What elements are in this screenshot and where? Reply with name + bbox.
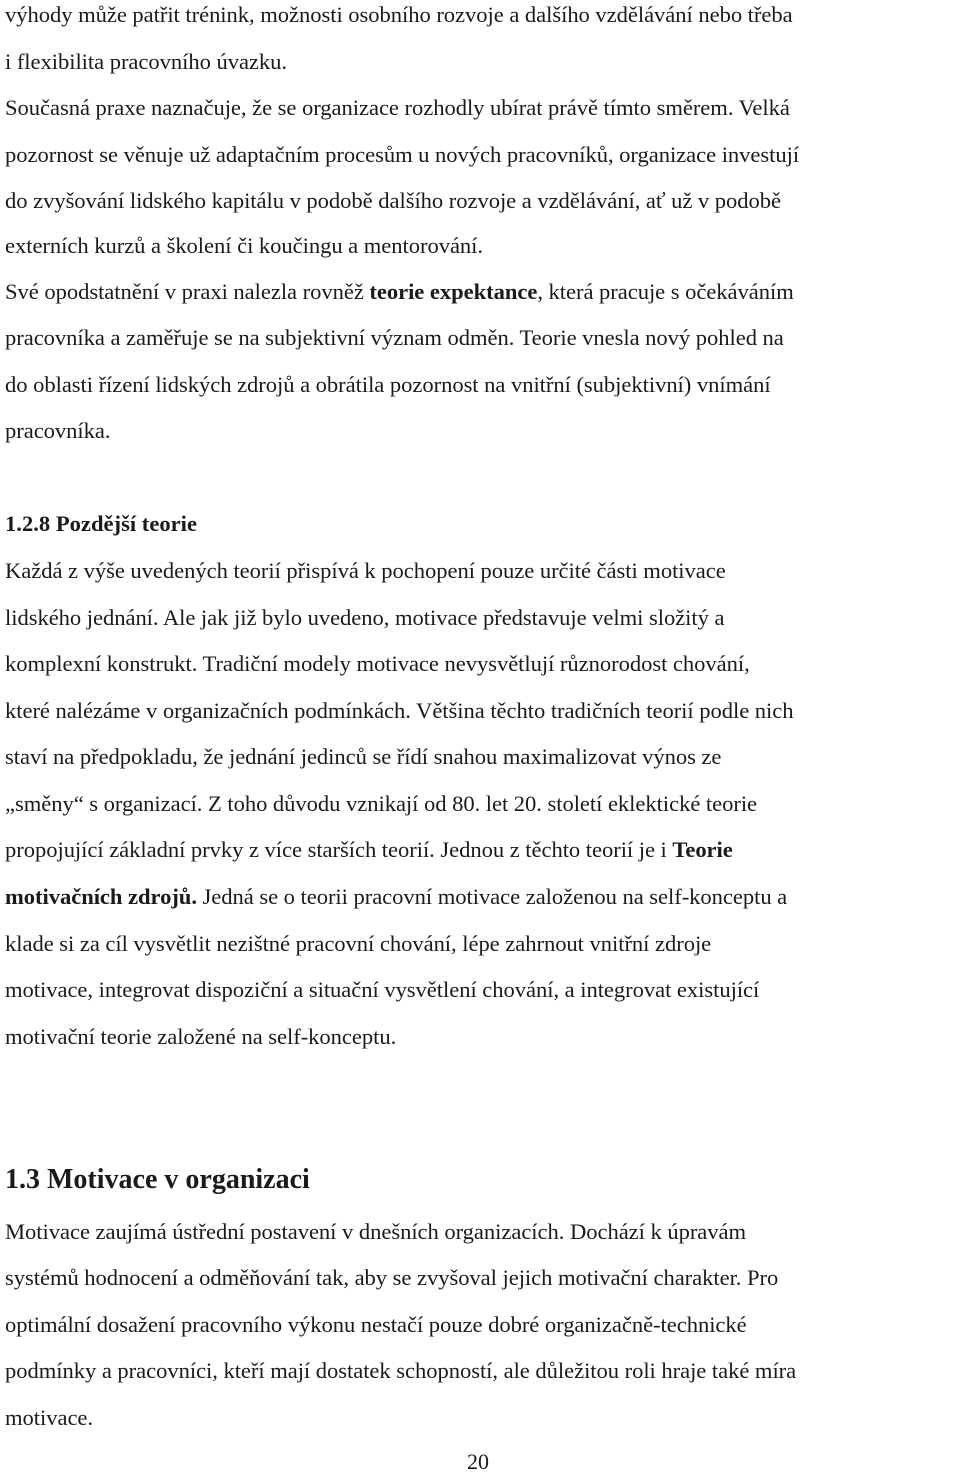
text-line xyxy=(5,882,787,912)
text-run: propojující základní prvky z více starších teorií. Jednou z těchto teorií je i xyxy=(5,837,673,862)
text-line: pracovníka a zaměřuje se na subjektivní význam odměn. Teorie vnesla nový pohled na xyxy=(5,325,784,350)
text-line: externích kurzů a školení či koučingu a mentorování. xyxy=(5,233,483,258)
bold-term: motivačních zdrojů. xyxy=(5,884,197,909)
chapter-heading: 1.3 Motivace v organizaci xyxy=(5,1164,310,1195)
text-line: pozornost se věnuje už adaptačním procesům u nových pracovníků, organizace investují xyxy=(5,142,800,167)
text-run: , která pracuje s očekáváním xyxy=(537,279,794,304)
text-line: pracovníka. xyxy=(5,418,111,443)
text-line: lidského jednání. Ale jak již bylo uvedeno, motivace představuje velmi složitý a xyxy=(5,605,725,630)
text-line: do zvyšování lidského kapitálu v podobě dalšího rozvoje a vzdělávání, ať už v podobě xyxy=(5,188,781,213)
section-heading: 1.2.8 Pozdější teorie xyxy=(5,511,197,536)
text-line: optimální dosažení pracovního výkonu nestačí pouze dobré organizačně-technické xyxy=(5,1312,747,1337)
bold-term: Teorie xyxy=(672,837,733,862)
text-line: Motivace zaujímá ústřední postavení v dnešních organizacích. Dochází k úpravám xyxy=(5,1219,747,1244)
text-line: Současná praxe naznačuje, že se organizace rozhodly ubírat právě tímto směrem. Velká xyxy=(5,95,790,120)
text-line: které nalézáme v organizačních podmínkách. Většina těchto tradičních teorií podle nich xyxy=(5,698,794,723)
text-line: motivace. xyxy=(5,1405,94,1430)
page-number: 20 xyxy=(467,1449,489,1474)
text-line: systémů hodnocení a odměňování tak, aby se zvyšoval jejich motivační charakter. Pro xyxy=(5,1265,779,1290)
bold-term: teorie expektance xyxy=(369,279,538,304)
text-run: Své opodstatnění v praxi nalezla rovněž xyxy=(5,279,370,304)
text-line: motivace, integrovat dispoziční a situační vysvětlení chování, a integrovat existující xyxy=(5,977,760,1002)
text-line: motivační teorie založené na self-konceptu. xyxy=(5,1024,397,1049)
text-line: i flexibilita pracovního úvazku. xyxy=(5,49,287,74)
text-line: staví na předpokladu, že jednání jedinců se řídí snahou maximalizovat výnos ze xyxy=(5,744,722,769)
text-run: Jedná se o teorii pracovní motivace založenou na self-konceptu a xyxy=(196,884,788,909)
text-line xyxy=(5,277,794,307)
text-line xyxy=(5,835,733,865)
text-line: výhody může patřit trénink, možnosti osobního rozvoje a dalšího vzdělávání nebo třeba xyxy=(5,2,793,27)
text-line: komplexní konstrukt. Tradiční modely motivace nevysvětlují různorodost chování, xyxy=(5,651,750,676)
text-line: podmínky a pracovníci, kteří mají dostatek schopností, ale důležitou roli hraje také míra xyxy=(5,1358,797,1383)
text-line: Každá z výše uvedených teorií přispívá k pochopení pouze určité části motivace xyxy=(5,558,726,583)
text-line: do oblasti řízení lidských zdrojů a obrátila pozornost na vnitřní (subjektivní) vnímání xyxy=(5,372,771,397)
text-line: klade si za cíl vysvětlit nezištné pracovní chování, lépe zahrnout vnitřní zdroje xyxy=(5,931,712,956)
text-line: „směny“ s organizací. Z toho důvodu vznikají od 80. let 20. století eklektické teorie xyxy=(5,791,758,816)
